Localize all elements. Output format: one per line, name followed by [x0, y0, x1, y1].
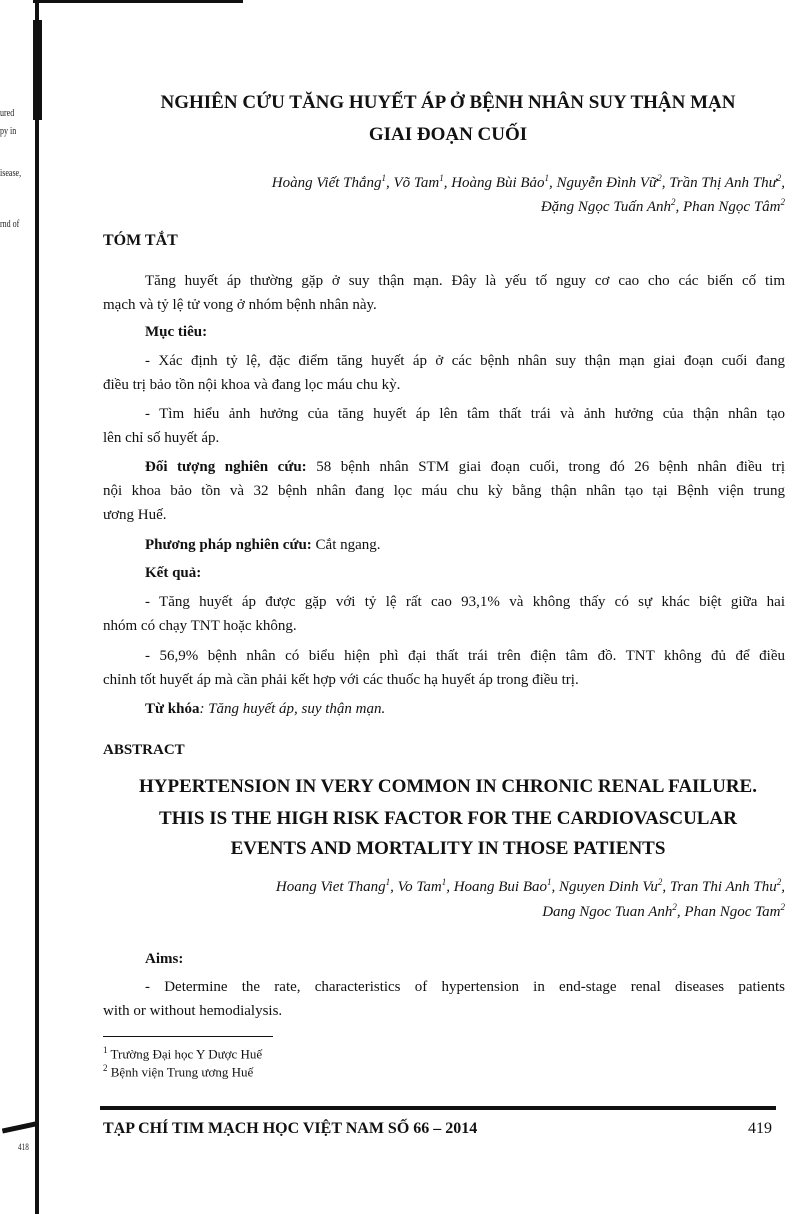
margin-fragment: 418 [18, 1142, 29, 1152]
margin-fragment: rnd of [0, 219, 20, 230]
footnote-2: $^2$ Bệnh viện Trung ương Huế [103, 1063, 254, 1080]
bottom-curl-mark [2, 1122, 36, 1134]
abstract-heading: ABSTRACT [103, 742, 185, 758]
paragraph-line: with or without hemodialysis. [103, 1003, 283, 1019]
paragraph-line: chỉnh tốt huyết áp mà cần phải kết hợp với các thuốc hạ huyết áp trong điều trị. [103, 672, 579, 688]
footnote-1: $^1$ Trường Đại học Y Dược Huế [103, 1045, 263, 1062]
authors-vi-line2: Đặng Ngọc Tuấn Anh$^2$, Phan Ngọc Tâm$^2$ [540, 197, 785, 215]
results-label: Kết quả: [145, 565, 202, 581]
paragraph-line: - Xác định tỷ lệ, đặc điểm tăng huyết áp ở các bệnh nhân suy thận mạn giai đoạn cuối đang [145, 353, 785, 369]
subjects-line: Đối tượng nghiên cứu: 58 bệnh nhân STM giai đoạn cuối, trong đó 26 bệnh nhân điều trị [145, 459, 785, 475]
title-vi-line: GIAI ĐOẠN CUỐI [368, 124, 528, 145]
keywords-line: Từ khóa: Tăng huyết áp, suy thận mạn. [145, 701, 386, 717]
summary-heading: TÓM TẮT [103, 232, 178, 249]
paragraph-line: ương Huế. [103, 507, 167, 523]
binding-shadow [33, 20, 42, 120]
title-en-line: HYPERTENSION IN VERY COMMON IN CHRONIC RENAL FAILURE. [139, 776, 757, 797]
margin-fragment: py in [0, 126, 17, 137]
paragraph-line: nội khoa bảo tồn và 32 bệnh nhân đang lọc máu chu kỳ bằng thận nhân tạo tại Bệnh viện trung [103, 483, 785, 499]
margin-fragment: isease, [0, 168, 22, 179]
title-en-line: THIS IS THE HIGH RISK FACTOR FOR THE CARDIOVASCULAR [159, 808, 737, 829]
methods-line: Phương pháp nghiên cứu: Cắt ngang. [145, 537, 381, 553]
footnote-rule [103, 1036, 273, 1037]
paragraph-line: Tăng huyết áp thường gặp ở suy thận mạn. Đây là yếu tố nguy cơ cao cho các biến cố tim [145, 273, 785, 289]
aims-en-label: Aims: [145, 951, 184, 967]
paragraph-line: - 56,9% bệnh nhân có biểu hiện phì đại thất trái trên điện tâm đồ. TNT không đủ để điều [145, 648, 785, 664]
aims-label: Mục tiêu: [145, 324, 208, 340]
paragraph-line: - Tăng huyết áp được gặp với tỷ lệ rất cao 93,1% và không thấy có sự khác biệt giữa hai [145, 594, 785, 610]
margin-fragment: ured [0, 108, 15, 119]
paragraph-line: điều trị bảo tồn nội khoa và đang lọc máu chu kỳ. [103, 377, 401, 393]
authors-en-line1: Hoang Viet Thang$^1$, Vo Tam$^1$, Hoang Bui Bao$^1$, Nguyen Dinh Vu$^2$, Tran Thi Anh Thu$^2$, [275, 877, 785, 895]
binding-edge [35, 0, 39, 1214]
footer-journal: TẠP CHÍ TIM MẠCH HỌC VIỆT NAM SỐ 66 – 2014 [103, 1120, 478, 1137]
paragraph-line: - Determine the rate, characteristics of hypertension in end-stage renal diseases patients [145, 979, 785, 995]
title-vi-line: NGHIÊN CỨU TĂNG HUYẾT ÁP Ở BỆNH NHÂN SUY THẬN MẠN [160, 92, 736, 113]
authors-vi-line1: Hoàng Viết Thắng$^1$, Võ Tam$^1$, Hoàng Bùi Bảo$^1$, Nguyễn Đình Vữ$^2$, Trần Thị Anh Thư$^2$, [271, 173, 785, 191]
top-edge-mark [33, 0, 243, 3]
footer-rule [100, 1106, 776, 1110]
paragraph-line: - Tìm hiểu ảnh hưởng của tăng huyết áp lên tâm thất trái và ảnh hưởng của thận nhân tạo [145, 406, 785, 422]
title-en-line: EVENTS AND MORTALITY IN THOSE PATIENTS [230, 838, 666, 859]
paragraph-line: nhóm có chạy TNT hoặc không. [103, 618, 297, 634]
paragraph-line: mạch và tỷ lệ tử vong ở nhóm bệnh nhân này. [103, 297, 377, 313]
authors-en-line2: Dang Ngoc Tuan Anh$^2$, Phan Ngoc Tam$^2$ [542, 902, 785, 920]
page-number: 419 [748, 1120, 772, 1137]
paragraph-line: lên chỉ số huyết áp. [103, 430, 220, 446]
